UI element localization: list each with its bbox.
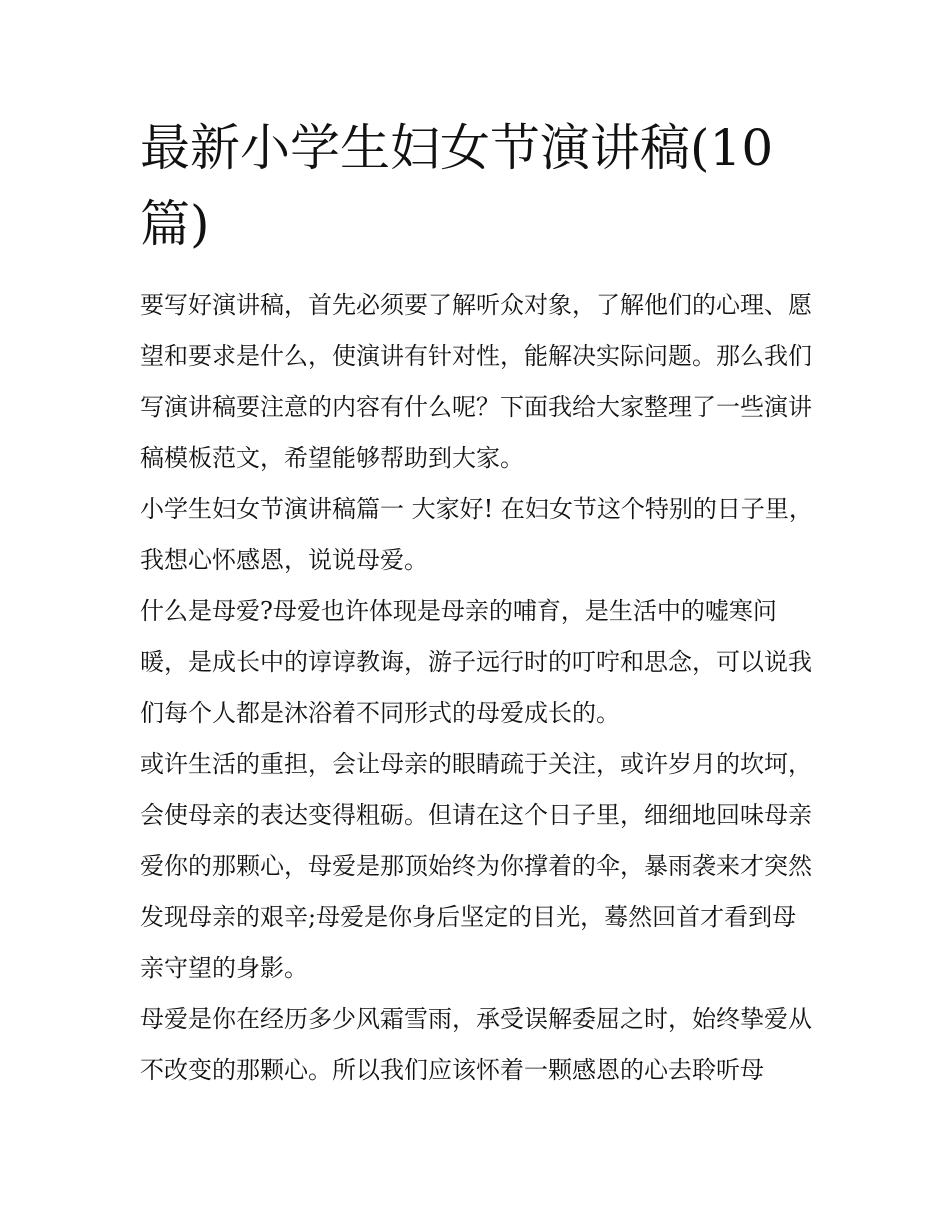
paragraph-burden: 或许生活的重担，会让母亲的眼睛疏于关注，或许岁月的坎坷，会使母亲的表达变得粗砺。但请在这个日子里，细细地回味母亲爱你的那颗心，母爱是那顶始终为你撑着的伞，暴雨袭来才突然发现母亲的艰辛;母爱是你身后坚定的目光，蓦然回首才看到母亲守望的身影。 — [140, 750, 812, 982]
paragraph-greeting: 小学生妇女节演讲稿篇一 大家好! 在妇女节这个特别的日子里，我想心怀感恩，说说母爱。 — [140, 495, 813, 574]
document-page — [140, 110, 815, 1096]
paragraph-intro: 要写好演讲稿，首先必须要了解听众对象，了解他们的心理、愿望和要求是什么，使演讲有针对性，能解决实际问题。那么我们写演讲稿要注意的内容有什么呢？下面我给大家整理了一些演讲稿模板范文，希望能够帮助到大家。 — [140, 291, 812, 472]
document-title: 最新小学生妇女节演讲稿(10篇) — [140, 119, 774, 253]
paragraph-heart: 母爱是你在经历多少风霜雪雨，承受误解委屈之时，始终挚爱从不改变的那颗心。所以我们应该怀着一颗感恩的心去聆听母 — [140, 1005, 812, 1084]
paragraph-what-is-love: 什么是母爱?母爱也许体现是母亲的哺育，是生活中的嘘寒问暖，是成长中的谆谆教诲，游子远行时的叮咛和思念，可以说我们每个人都是沐浴着不同形式的母爱成长的。 — [140, 597, 812, 727]
